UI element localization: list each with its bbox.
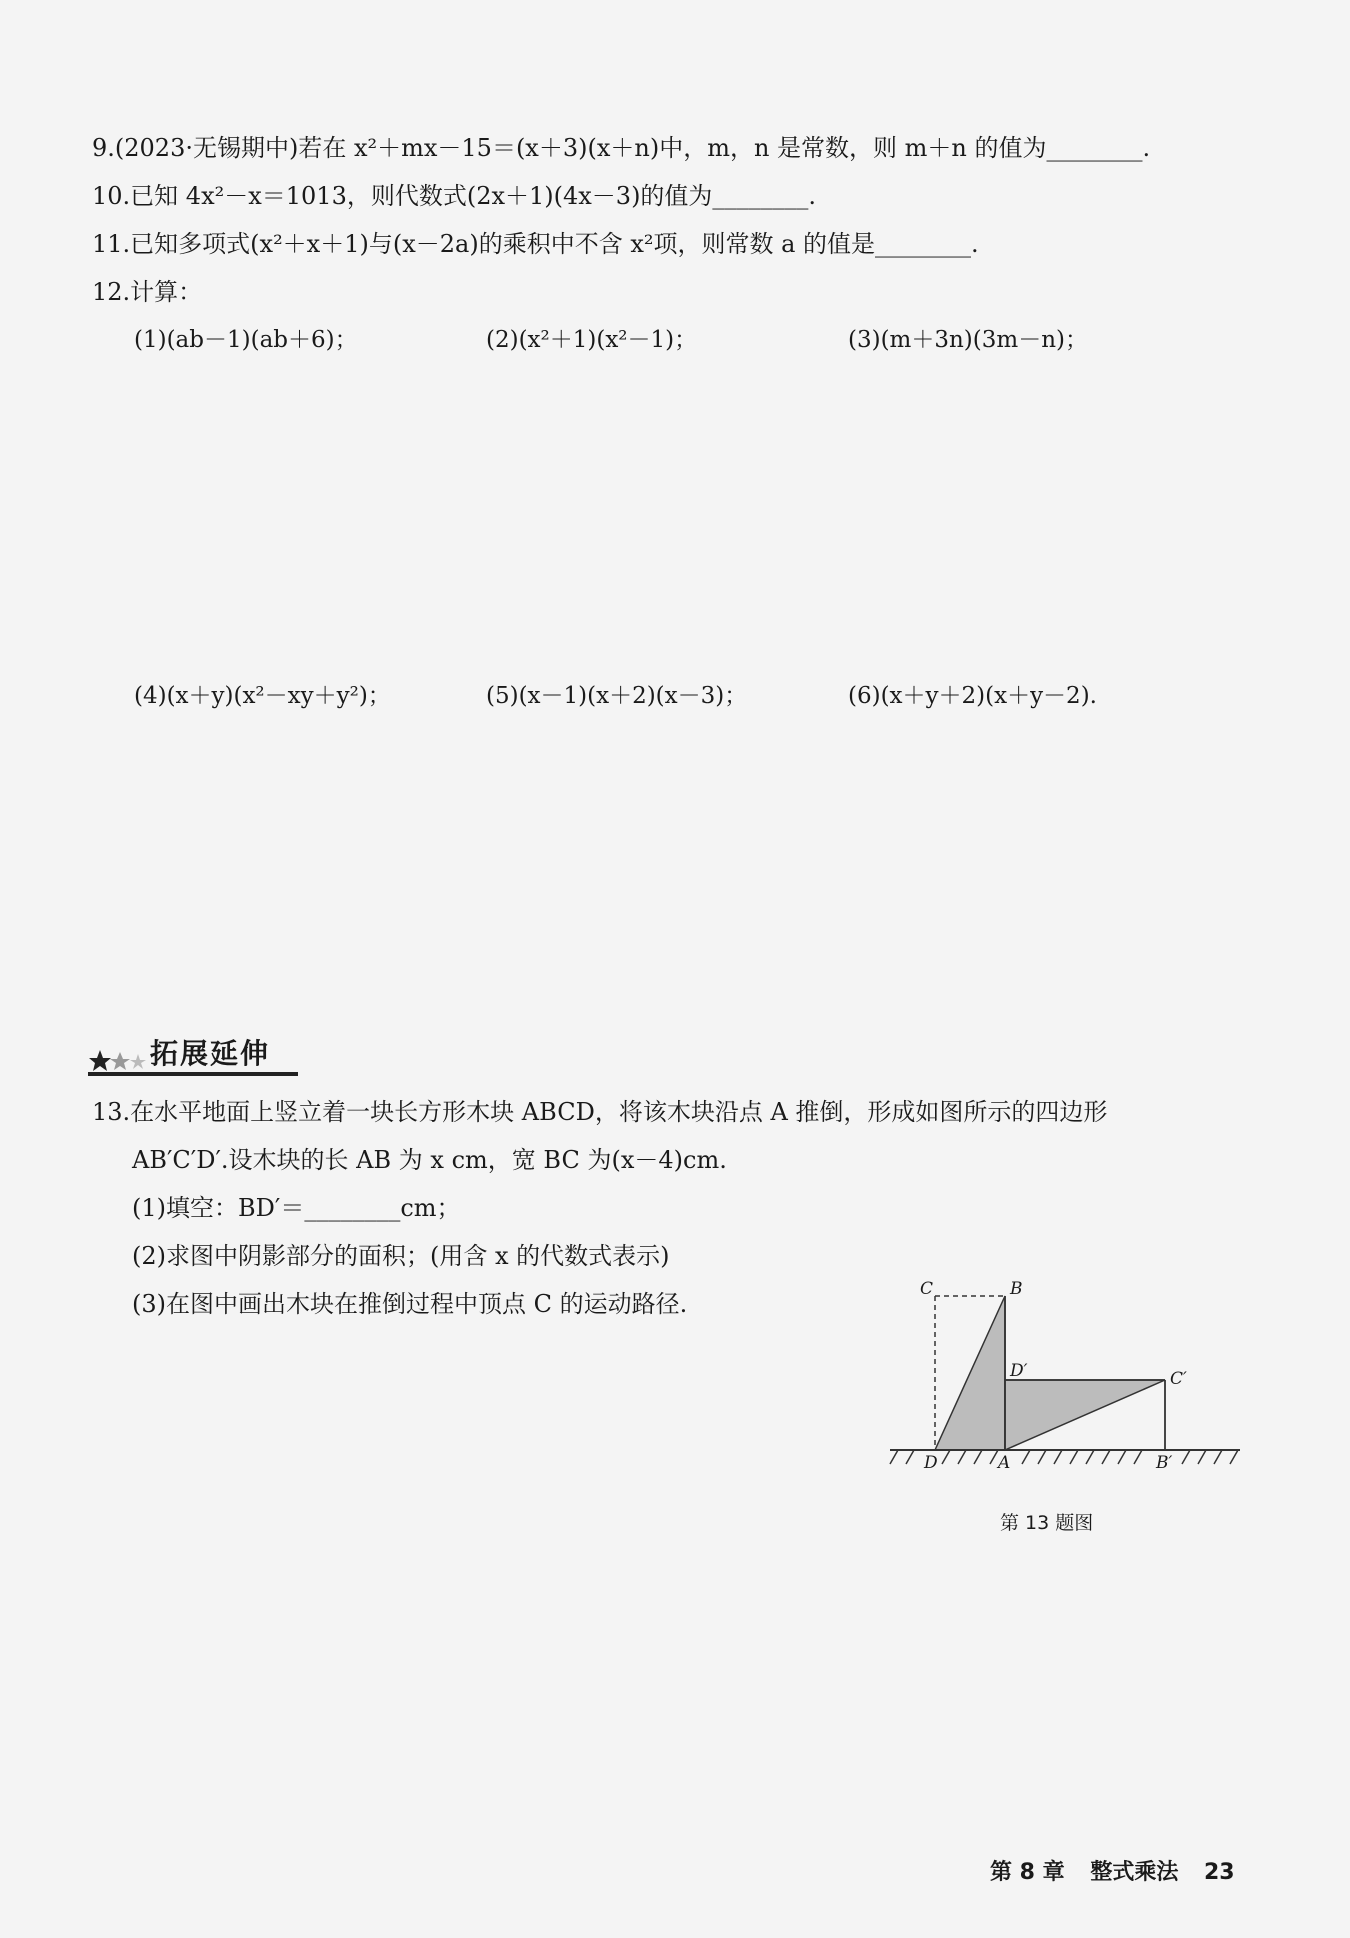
label-d-prime: D′	[1010, 1361, 1028, 1381]
label-d: D	[924, 1453, 938, 1473]
chapter-title: 整式乘法	[1090, 1860, 1179, 1885]
q12-part-6: (6)(x＋y＋2)(x＋y－2).	[848, 683, 1097, 709]
question-12-title: 12.计算：	[92, 278, 203, 306]
label-b-prime: B′	[1156, 1453, 1173, 1473]
q12-part-4: (4)(x＋y)(x²－xy＋y²)；	[134, 683, 391, 709]
section-title: 拓展延伸	[150, 1037, 271, 1070]
question-13-line-2: AB′C′D′.设木块的长 AB 为 x cm，宽 BC 为(x－4)cm.	[132, 1146, 727, 1174]
question-9: 9.(2023·无锡期中)若在 x²＋mx－15＝(x＋3)(x＋n)中，m，n 是常数，则 m＋n 的值为________.	[92, 134, 1151, 162]
page-number: 23	[1204, 1860, 1235, 1885]
label-c-prime: C′	[1170, 1369, 1187, 1389]
question-13-part-2: (2)求图中阴影部分的面积；(用含 x 的代数式表示)	[132, 1242, 670, 1270]
label-a: A	[998, 1453, 1011, 1473]
section-header	[88, 1030, 308, 1074]
geometry-figure	[880, 1268, 1250, 1488]
q12-part-1: (1)(ab－1)(ab＋6)；	[134, 327, 358, 353]
question-10: 10.已知 4x²－x＝1013，则代数式(2x＋1)(4x－3)的值为________.	[92, 182, 817, 210]
chapter-number: 第 8 章	[990, 1860, 1065, 1885]
section-underline	[88, 1072, 298, 1076]
ground-hatching	[890, 1450, 1238, 1464]
question-13-part-3: (3)在图中画出木块在推倒过程中顶点 C 的运动路径.	[132, 1290, 688, 1318]
page-footer	[990, 1855, 1253, 1886]
label-b: B	[1010, 1279, 1023, 1299]
q12-part-3: (3)(m＋3n)(3m－n)；	[848, 327, 1088, 353]
question-13-line-1: 13.在水平地面上竖立着一块长方形木块 ABCD，将该木块沿点 A 推倒，形成如图所示的四边形	[92, 1098, 1108, 1126]
q12-part-2: (2)(x²＋1)(x²－1)；	[486, 327, 698, 353]
label-c: C	[920, 1279, 934, 1299]
q12-part-5: (5)(x－1)(x＋2)(x－3)；	[486, 683, 748, 709]
question-13-part-1: (1)填空：BD′＝________cm；	[132, 1194, 461, 1222]
shaded-triangle-right	[1005, 1380, 1165, 1450]
question-11: 11.已知多项式(x²＋x＋1)与(x－2a)的乘积中不含 x²项，则常数 a 的值是________.	[92, 230, 979, 258]
shaded-triangle-left	[935, 1296, 1005, 1450]
stars-icon	[88, 1048, 148, 1074]
figure-caption: 第 13 题图	[1000, 1512, 1094, 1534]
